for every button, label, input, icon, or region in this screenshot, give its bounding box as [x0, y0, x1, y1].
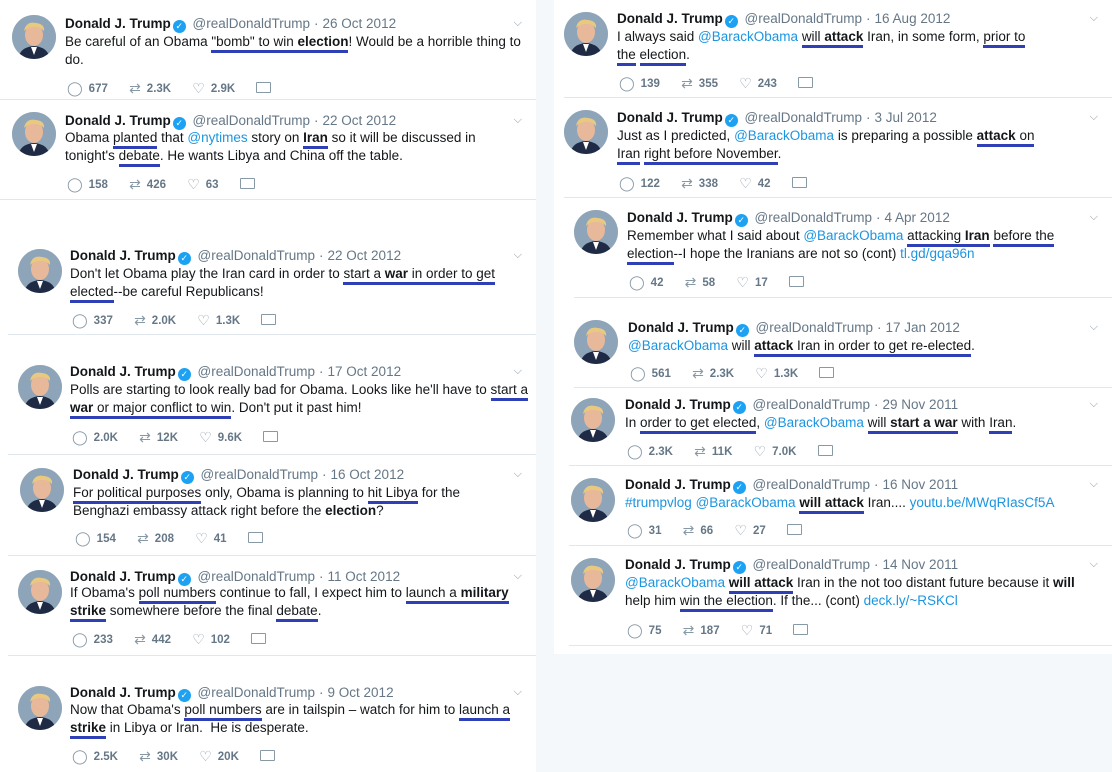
avatar[interactable]: [18, 249, 62, 293]
tweet-right-6[interactable]: Donald J. Trump ✓ @realDonaldTrump · 16 Nov 2011 ⌵ #trumpvlog @BarackObama will attack Iran.... youtu.be/MWqRIasCf5A ◯ 31 ⇄ 66 ♡ 27: [569, 466, 1112, 546]
avatar[interactable]: [564, 12, 608, 56]
user-handle[interactable]: @realDonaldTrump: [752, 477, 871, 492]
avatar[interactable]: [12, 15, 56, 59]
like-button[interactable]: ♡ 63: [187, 176, 219, 192]
chevron-down-icon[interactable]: ⌵: [513, 468, 522, 480]
reply-icon: ◯: [629, 274, 645, 290]
tweet-text: Remember what I said about @BarackObama attacking Iran before the election--I hope the Iranians are not so (cont) tl.gd/gqa96n: [627, 227, 1057, 263]
retweet-button[interactable]: ⇄ 12K: [139, 429, 179, 445]
user-handle[interactable]: @realDonaldTrump: [752, 557, 871, 572]
user-handle[interactable]: @realDonaldTrump: [197, 685, 316, 700]
dm-button[interactable]: [818, 445, 833, 458]
reply-icon: ◯: [67, 176, 83, 192]
tweet-date[interactable]: 9 Oct 2012: [327, 685, 394, 700]
tweet-date[interactable]: 16 Oct 2012: [330, 467, 405, 482]
tweet-date[interactable]: 16 Aug 2012: [874, 11, 951, 26]
heart-icon: ♡: [753, 443, 767, 459]
reply-icon: ◯: [67, 80, 83, 96]
dm-button[interactable]: [798, 77, 813, 90]
chevron-down-icon[interactable]: ⌵: [513, 17, 522, 29]
retweet-button[interactable]: ⇄ 2.3K: [129, 80, 172, 96]
dm-button[interactable]: [251, 633, 266, 646]
dm-button[interactable]: [263, 431, 278, 444]
retweet-icon: ⇄: [129, 80, 141, 96]
user-name[interactable]: Donald J. Trump: [628, 320, 734, 335]
heart-icon: ♡: [192, 631, 205, 647]
reply-icon: ◯: [75, 530, 91, 546]
user-name[interactable]: Donald J. Trump: [625, 557, 731, 572]
reply-icon: ◯: [72, 748, 88, 764]
reply-button[interactable]: ◯ 139: [619, 75, 660, 91]
tweet-left-6[interactable]: Donald J. Trump ✓ @realDonaldTrump · 11 Oct 2012 ⌵ If Obama's poll numbers continue to fall, I expect him to launch a military strike somewhere before the final debate. ◯ 233 ⇄ 442 ♡ 102: [8, 558, 536, 656]
envelope-icon: [819, 367, 834, 378]
chevron-down-icon[interactable]: ⌵: [1089, 398, 1098, 410]
verified-check-icon: ✓: [178, 689, 191, 702]
retweet-icon: ⇄: [139, 748, 151, 764]
verified-check-icon: ✓: [733, 401, 746, 414]
verified-check-icon: ✓: [735, 214, 748, 227]
tweet-left-5[interactable]: Donald J. Trump ✓ @realDonaldTrump · 16 Oct 2012 ⌵ For political purposes only, Obama is planning to hit Libya for the Benghazi embassy attack right before the election? ◯ 154 ⇄ 208 ♡ 41: [8, 458, 536, 556]
retweet-button[interactable]: ⇄ 426: [129, 176, 166, 192]
retweet-icon: ⇄: [692, 365, 704, 381]
user-name[interactable]: Donald J. Trump: [70, 569, 176, 584]
reply-button[interactable]: ◯ 158: [67, 176, 108, 192]
dm-button[interactable]: [248, 532, 263, 545]
reply-icon: ◯: [619, 175, 635, 191]
tweet-right-2[interactable]: Donald J. Trump ✓ @realDonaldTrump · 3 Jul 2012 ⌵ Just as I predicted, @BarackObama is preparing a possible attack on Iran right before November. ◯ 122 ⇄ 338 ♡ 42: [564, 98, 1112, 198]
dm-button[interactable]: [256, 82, 271, 95]
like-button[interactable]: ♡ 1.3K: [755, 365, 799, 381]
tweet-text: In order to get elected, @BarackObama will start a war with Iran.: [625, 414, 1075, 432]
retweet-icon: ⇄: [682, 622, 695, 638]
envelope-icon: [248, 532, 263, 543]
retweet-button[interactable]: ⇄ 2.3K: [692, 365, 735, 381]
dm-button[interactable]: [792, 177, 807, 190]
like-button[interactable]: ♡ 41: [195, 530, 227, 546]
avatar[interactable]: [18, 570, 62, 614]
reply-icon: ◯: [627, 443, 643, 459]
retweet-icon: ⇄: [137, 530, 149, 546]
chevron-down-icon[interactable]: ⌵: [513, 686, 522, 698]
avatar[interactable]: [18, 686, 62, 730]
dm-button[interactable]: [789, 276, 804, 289]
like-button[interactable]: ♡ 71: [740, 622, 773, 638]
tweet-text: Just as I predicted, @BarackObama is preparing a possible attack on Iran right before November.: [617, 127, 1057, 163]
tweet-left-2[interactable]: Donald J. Trump ✓ @realDonaldTrump · 22 Oct 2012 ⌵ Obama planted that @nytimes story on Iran so it will be discussed in tonight's debate. He wants Libya and China off the table. ◯ 158 ⇄ 426 ♡ 63: [0, 100, 536, 200]
heart-icon: ♡: [199, 748, 212, 764]
heart-icon: ♡: [187, 176, 200, 192]
user-handle[interactable]: @realDonaldTrump: [197, 569, 316, 584]
envelope-icon: [240, 178, 255, 189]
heart-icon: ♡: [740, 622, 754, 638]
verified-check-icon: ✓: [178, 573, 191, 586]
retweet-icon: ⇄: [681, 175, 693, 191]
verified-check-icon: ✓: [725, 15, 738, 28]
envelope-icon: [260, 750, 275, 761]
reply-icon: ◯: [72, 429, 88, 445]
tweet-date[interactable]: 29 Nov 2011: [882, 397, 959, 412]
chevron-down-icon[interactable]: ⌵: [513, 365, 522, 377]
verified-check-icon: ✓: [178, 368, 191, 381]
user-name[interactable]: Donald J. Trump: [70, 685, 176, 700]
dm-button[interactable]: [261, 314, 276, 327]
retweet-button[interactable]: ⇄ 11K: [694, 443, 733, 459]
reply-icon: ◯: [630, 365, 646, 381]
avatar[interactable]: [574, 320, 618, 364]
envelope-icon: [787, 524, 802, 535]
tweet-date[interactable]: 22 Oct 2012: [327, 248, 402, 263]
user-handle[interactable]: @realDonaldTrump: [200, 467, 319, 482]
user-name[interactable]: Donald J. Trump: [65, 16, 171, 31]
user-name[interactable]: Donald J. Trump: [625, 477, 731, 492]
user-name[interactable]: Donald J. Trump: [70, 364, 176, 379]
retweet-icon: ⇄: [134, 312, 146, 328]
avatar[interactable]: [20, 468, 64, 512]
reply-button[interactable]: ◯ 2.5K: [72, 748, 118, 764]
verified-check-icon: ✓: [173, 117, 186, 130]
user-handle[interactable]: @realDonaldTrump: [197, 248, 316, 263]
reply-icon: ◯: [72, 312, 88, 328]
chevron-down-icon[interactable]: ⌵: [513, 570, 522, 582]
tweet-text: @BarackObama will attack Iran in order to get re-elected.: [628, 337, 1068, 355]
tweet-date[interactable]: 4 Apr 2012: [884, 210, 950, 225]
tweet-date[interactable]: 16 Nov 2011: [882, 477, 959, 492]
reply-icon: ◯: [619, 75, 635, 91]
retweet-icon: ⇄: [694, 443, 706, 459]
like-button[interactable]: ♡ 243: [739, 75, 777, 91]
envelope-icon: [818, 445, 833, 456]
dm-button[interactable]: [240, 178, 255, 191]
chevron-down-icon[interactable]: ⌵: [1089, 478, 1098, 490]
tweet-text: #trumpvlog @BarackObama will attack Iran.... youtu.be/MWqRIasCf5A: [625, 494, 1075, 512]
retweet-button[interactable]: ⇄ 442: [134, 631, 171, 647]
chevron-down-icon[interactable]: ⌵: [1089, 211, 1098, 223]
dm-button[interactable]: [819, 367, 834, 380]
heart-icon: ♡: [199, 429, 212, 445]
chevron-down-icon[interactable]: ⌵: [1089, 111, 1098, 123]
envelope-icon: [251, 633, 266, 644]
heart-icon: ♡: [197, 312, 210, 328]
like-button[interactable]: ♡ 27: [734, 522, 766, 538]
retweet-button[interactable]: ⇄ 66: [682, 522, 714, 538]
envelope-icon: [263, 431, 278, 442]
heart-icon: ♡: [195, 530, 208, 546]
reply-icon: ◯: [627, 622, 643, 638]
envelope-icon: [798, 77, 813, 88]
avatar[interactable]: [574, 210, 618, 254]
retweet-button[interactable]: ⇄ 355: [681, 75, 718, 91]
like-button[interactable]: ♡ 7.0K: [753, 443, 797, 459]
like-button[interactable]: ♡ 1.3K: [197, 312, 241, 328]
user-handle[interactable]: @realDonaldTrump: [744, 110, 863, 125]
reply-button[interactable]: ◯ 2.0K: [72, 429, 118, 445]
retweet-icon: ⇄: [681, 75, 693, 91]
right-column: [554, 0, 1112, 654]
tweet-date[interactable]: 3 Jul 2012: [874, 110, 937, 125]
reply-button[interactable]: ◯ 337: [72, 312, 113, 328]
like-button[interactable]: ♡ 42: [739, 175, 771, 191]
retweet-icon: ⇄: [682, 522, 695, 538]
avatar[interactable]: [571, 478, 615, 522]
retweet-button[interactable]: ⇄ 58: [684, 274, 716, 290]
tweet-date[interactable]: 14 Nov 2011: [882, 557, 959, 572]
tweet-date[interactable]: 11 Oct 2012: [327, 569, 401, 584]
avatar[interactable]: [571, 398, 615, 442]
user-name[interactable]: Donald J. Trump: [73, 467, 179, 482]
tweet-text: @BarackObama will attack Iran in the not too distant future because it will help him win the election. If the... (cont) deck.ly/~RSKCl: [625, 574, 1080, 610]
tweet-left-4[interactable]: Donald J. Trump ✓ @realDonaldTrump · 17 Oct 2012 ⌵ Polls are starting to look really bad for Obama. Looks like he'll have to start a war or major conflict to win. Don't put it past him! ◯ 2.0K ⇄ 12K ♡ 9.6K: [8, 353, 536, 455]
envelope-icon: [793, 624, 808, 635]
chevron-down-icon[interactable]: ⌵: [1089, 321, 1098, 333]
avatar[interactable]: [564, 110, 608, 154]
tweet-left-1[interactable]: Donald J. Trump ✓ @realDonaldTrump · 26 Oct 2012 ⌵ Be careful of an Obama "bomb" to win election! Would be a horrible thing to do. ◯ 677 ⇄ 2.3K ♡ 2.9K: [0, 0, 536, 100]
retweet-button[interactable]: ⇄ 208: [137, 530, 174, 546]
tweet-date[interactable]: 26 Oct 2012: [322, 16, 397, 31]
retweet-icon: ⇄: [139, 429, 151, 445]
heart-icon: ♡: [192, 80, 205, 96]
envelope-icon: [261, 314, 276, 325]
tweet-right-5[interactable]: Donald J. Trump ✓ @realDonaldTrump · 29 Nov 2011 ⌵ In order to get elected, @BarackObama will start a war with Iran. ◯ 2.3K ⇄ 11K ♡ 7.0K: [569, 388, 1112, 466]
chevron-down-icon[interactable]: ⌵: [1089, 12, 1098, 24]
envelope-icon: [789, 276, 804, 287]
user-handle[interactable]: @realDonaldTrump: [197, 364, 316, 379]
reply-button[interactable]: ◯ 561: [630, 365, 671, 381]
tweet-text: If Obama's poll numbers continue to fall, I expect him to launch a military strike somewhere before the final debate.: [70, 584, 520, 620]
verified-check-icon: ✓: [733, 481, 746, 494]
heart-icon: ♡: [739, 175, 752, 191]
tweet-text: Now that Obama's poll numbers are in tailspin – watch for him to launch a strike in Libya or Iran. He is desperate.: [70, 701, 520, 737]
user-name[interactable]: Donald J. Trump: [617, 11, 723, 26]
verified-check-icon: ✓: [181, 471, 194, 484]
reply-icon: ◯: [72, 631, 88, 647]
user-name[interactable]: Donald J. Trump: [617, 110, 723, 125]
heart-icon: ♡: [739, 75, 752, 91]
retweet-icon: ⇄: [684, 274, 697, 290]
left-column: [0, 0, 536, 772]
tweet-date[interactable]: 17 Oct 2012: [327, 364, 402, 379]
retweet-icon: ⇄: [129, 176, 141, 192]
user-name[interactable]: Donald J. Trump: [627, 210, 733, 225]
user-handle[interactable]: @realDonaldTrump: [754, 210, 873, 225]
user-name[interactable]: Donald J. Trump: [65, 113, 171, 128]
dm-button[interactable]: [793, 624, 808, 637]
like-button[interactable]: ♡ 102: [192, 631, 230, 647]
reply-button[interactable]: ◯ 42: [629, 274, 664, 290]
tweet-text: Don't let Obama play the Iran card in order to start a war in order to get elected--be careful Republicans!: [70, 265, 510, 301]
user-handle[interactable]: @realDonaldTrump: [192, 16, 311, 31]
user-handle[interactable]: @realDonaldTrump: [755, 320, 874, 335]
tweet-text: Polls are starting to look really bad for Obama. Looks like he'll have to start a war or major conflict to win. Don't put it past him!: [70, 381, 530, 417]
avatar[interactable]: [18, 365, 62, 409]
tweet-text: I always said @BarackObama will attack Iran, in some form, prior to the election.: [617, 28, 1047, 64]
user-handle[interactable]: @realDonaldTrump: [192, 113, 311, 128]
tweet-right-1[interactable]: Donald J. Trump ✓ @realDonaldTrump · 16 Aug 2012 ⌵ I always said @BarackObama will attack Iran, in some form, prior to the election. ◯ 139 ⇄ 355 ♡ 243: [564, 0, 1112, 98]
tweet-text: Obama planted that @nytimes story on Iran so it will be discussed in tonight's debate. He wants Libya and China off the table.: [65, 129, 485, 165]
user-name[interactable]: Donald J. Trump: [625, 397, 731, 412]
avatar[interactable]: [12, 112, 56, 156]
tweet-text: Be careful of an Obama "bomb" to win election! Would be a horrible thing to do.: [65, 34, 521, 67]
tweet-text: For political purposes only, Obama is planning to hit Libya for the Benghazi embassy attack right before the election?: [73, 485, 460, 518]
envelope-icon: [792, 177, 807, 188]
heart-icon: ♡: [755, 365, 768, 381]
tweet-right-3[interactable]: Donald J. Trump ✓ @realDonaldTrump · 4 Apr 2012 ⌵ Remember what I said about @BarackObama attacking Iran before the election--I hope the Iranians are not so (cont) tl.gd/gqa96n ◯ 42 ⇄ 58 ♡ 17: [574, 200, 1112, 298]
reply-button[interactable]: ◯ 677: [67, 80, 108, 96]
envelope-icon: [256, 82, 271, 93]
dm-button[interactable]: [787, 524, 802, 537]
retweet-icon: ⇄: [134, 631, 146, 647]
verified-check-icon: ✓: [725, 114, 738, 127]
dm-button[interactable]: [260, 750, 275, 763]
user-handle[interactable]: @realDonaldTrump: [744, 11, 863, 26]
like-button[interactable]: ♡ 9.6K: [199, 429, 243, 445]
retweet-button[interactable]: ⇄ 2.0K: [134, 312, 177, 328]
chevron-down-icon[interactable]: ⌵: [513, 114, 522, 126]
chevron-down-icon[interactable]: ⌵: [1089, 558, 1098, 570]
like-button[interactable]: ♡ 20K: [199, 748, 239, 764]
verified-check-icon: ✓: [736, 324, 749, 337]
user-name[interactable]: Donald J. Trump: [70, 248, 176, 263]
chevron-down-icon[interactable]: ⌵: [513, 249, 522, 261]
verified-check-icon: ✓: [173, 20, 186, 33]
reply-icon: ◯: [627, 522, 643, 538]
heart-icon: ♡: [736, 274, 749, 290]
like-button[interactable]: ♡ 2.9K: [192, 80, 236, 96]
tweet-right-4[interactable]: Donald J. Trump ✓ @realDonaldTrump · 17 Jan 2012 ⌵ @BarackObama will attack Iran in order to get re-elected. ◯ 561 ⇄ 2.3K ♡ 1.3K: [574, 310, 1112, 388]
tweet-date[interactable]: 17 Jan 2012: [885, 320, 960, 335]
reply-button[interactable]: ◯ 2.3K: [627, 443, 673, 459]
tweet-right-7[interactable]: Donald J. Trump ✓ @realDonaldTrump · 14 Nov 2011 ⌵ @BarackObama will attack Iran in the not too distant future because it will help him win the election. If the... (cont) deck.ly/~RSKCl ◯ 75 ⇄ 187 ♡ 71: [569, 546, 1112, 646]
tweet-date[interactable]: 22 Oct 2012: [322, 113, 397, 128]
reply-button[interactable]: ◯ 122: [619, 175, 660, 191]
reply-button[interactable]: ◯ 154: [75, 530, 116, 546]
verified-check-icon: ✓: [178, 252, 191, 265]
heart-icon: ♡: [734, 522, 747, 538]
retweet-button[interactable]: ⇄ 338: [681, 175, 718, 191]
avatar[interactable]: [571, 558, 615, 602]
user-handle[interactable]: @realDonaldTrump: [752, 397, 871, 412]
retweet-button[interactable]: ⇄ 30K: [139, 748, 179, 764]
verified-check-icon: ✓: [733, 561, 746, 574]
tweet-left-7[interactable]: Donald J. Trump ✓ @realDonaldTrump · 9 Oct 2012 ⌵ Now that Obama's poll numbers are in tailspin – watch for him to launch a strike in Libya or Iran. He is desperate. ◯ 2.5K ⇄ 30K ♡ 20K: [8, 674, 536, 772]
reply-button[interactable]: ◯ 31: [627, 522, 662, 538]
reply-button[interactable]: ◯ 75: [627, 622, 662, 638]
like-button[interactable]: ♡ 17: [736, 274, 768, 290]
tweet-left-3[interactable]: Donald J. Trump ✓ @realDonaldTrump · 22 Oct 2012 ⌵ Don't let Obama play the Iran card in order to start a war in order to get elected--be careful Republicans! ◯ 337 ⇄ 2.0K ♡ 1.3K: [8, 237, 536, 335]
retweet-button[interactable]: ⇄ 187: [682, 622, 720, 638]
reply-button[interactable]: ◯ 233: [72, 631, 113, 647]
